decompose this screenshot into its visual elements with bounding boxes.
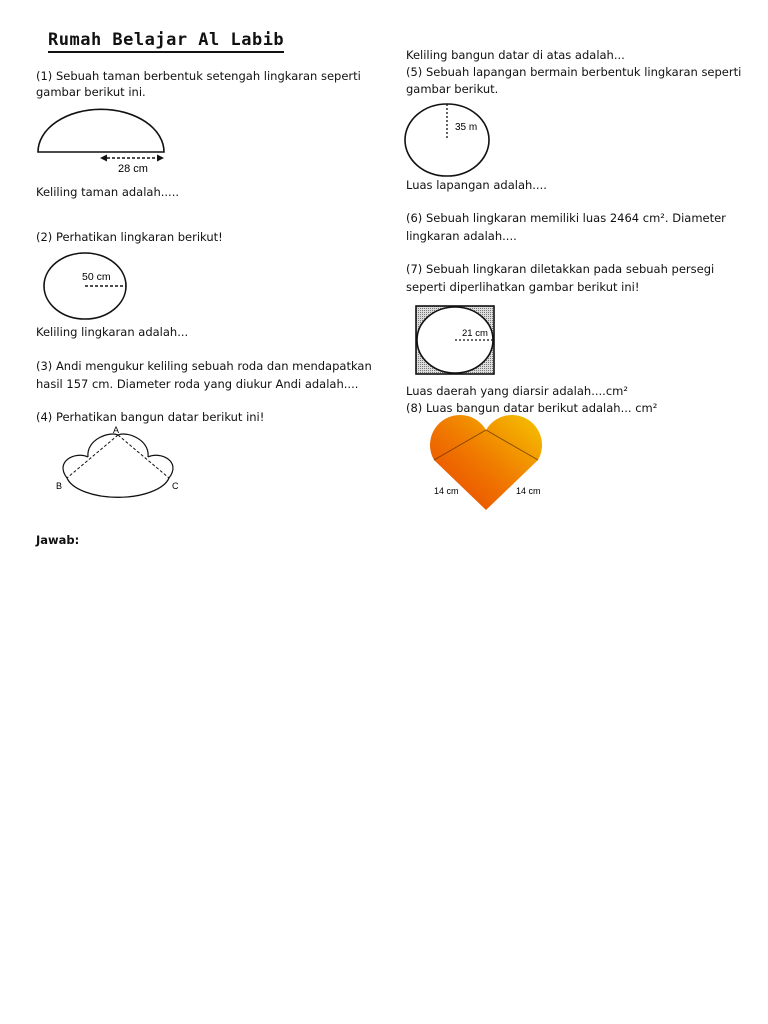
q7-square-circle-figure: [414, 304, 498, 376]
q4-label-a: A: [113, 425, 120, 435]
q5-text-line1: (5) Sebuah lapangan bermain berbentuk lingkaran seperti: [406, 65, 742, 79]
q4-label-b: B: [56, 481, 63, 491]
q5-circle-figure: [403, 102, 495, 180]
q1-text-line2: gambar berikut ini.: [36, 85, 146, 99]
q2-text-line1: (2) Perhatikan lingkaran berikut!: [36, 230, 223, 244]
jawab-label: Jawab:: [36, 533, 80, 547]
q6-text-line2: lingkaran adalah....: [406, 229, 517, 243]
q7-radius-label: 21 cm: [462, 328, 488, 339]
q8-text-line1: (8) Luas bangun datar berikut adalah... cm²: [406, 401, 658, 415]
q8-right-label: 14 cm: [516, 486, 541, 496]
q7-text-line2: seperti diperlihatkan gambar berikut ini!: [406, 280, 640, 294]
page-title: Rumah Belajar Al Labib: [48, 30, 284, 53]
q3-text-line2: hasil 157 cm. Diameter roda yang diukur Andi adalah....: [36, 377, 359, 391]
q1-semicircle-figure: [34, 106, 174, 176]
q4-answer: Keliling bangun datar di atas adalah...: [406, 48, 625, 62]
q1-diameter-label: 28 cm: [118, 163, 148, 175]
q8-heart-figure: [424, 414, 564, 514]
q4-figure: [52, 425, 202, 510]
q4-label-c: C: [172, 481, 179, 491]
q2-answer: Keliling lingkaran adalah...: [36, 325, 189, 339]
q7-text-line1: (7) Sebuah lingkaran diletakkan pada sebuah persegi: [406, 262, 715, 276]
q5-radius-label: 35 m: [455, 122, 478, 133]
q2-radius-label: 50 cm: [82, 271, 111, 283]
q5-text-line2: gambar berikut.: [406, 82, 499, 96]
q1-answer: Keliling taman adalah.....: [36, 185, 180, 199]
q6-text-line1: (6) Sebuah lingkaran memiliki luas 2464 cm². Diameter: [406, 211, 726, 225]
q4-text-line1: (4) Perhatikan bangun datar berikut ini!: [36, 410, 265, 424]
q1-text-line1: (1) Sebuah taman berbentuk setengah lingkaran seperti: [36, 69, 361, 83]
q5-answer: Luas lapangan adalah....: [406, 178, 547, 192]
q3-text-line1: (3) Andi mengukur keliling sebuah roda dan mendapatkan: [36, 359, 372, 373]
q2-circle-figure: [40, 250, 140, 326]
q7-answer: Luas daerah yang diarsir adalah....cm²: [406, 384, 628, 398]
q8-left-label: 14 cm: [434, 486, 459, 496]
